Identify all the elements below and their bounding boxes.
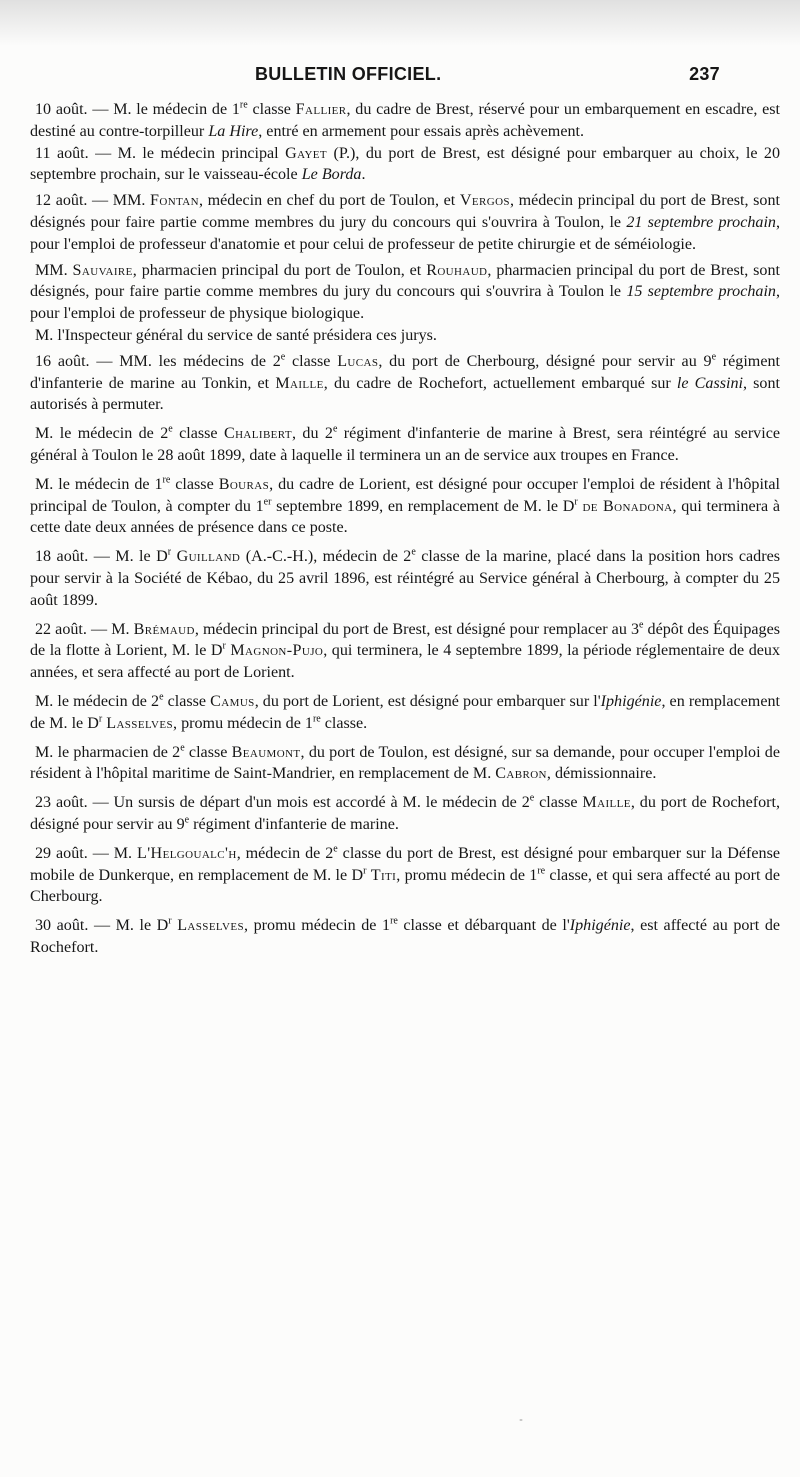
italic-text: Iphigénie [600, 692, 662, 710]
paragraph [30, 619, 780, 684]
text-run: 22 août. — M. [35, 620, 134, 638]
text-run: , promu médecin de 1 [173, 714, 313, 732]
person-name: Chalibert [223, 425, 292, 443]
superscript: e [280, 351, 286, 363]
text-run: , du port de Cherbourg, désigné pour servir au 9 [378, 352, 712, 370]
journal-title: BULLETIN OFFICIEL. [255, 64, 442, 84]
person-name: Titi [370, 866, 397, 884]
paragraph [30, 792, 780, 836]
superscript: r [363, 865, 367, 877]
italic-text: le Cassini [676, 374, 743, 392]
superscript: e [529, 792, 535, 804]
text-run: classe [163, 692, 211, 710]
italic-text: 15 septembre prochain [626, 283, 776, 301]
superscript: e [184, 814, 190, 826]
person-name: Lasselves [106, 714, 174, 732]
text-run: , médecin principal du port de Brest, est désigné pour remplacer au 3 [194, 620, 640, 638]
text-run: classe [170, 475, 219, 493]
text-run: classe [172, 425, 224, 443]
paragraph [30, 325, 780, 347]
italic-text: Le Borda [301, 166, 362, 184]
person-name: Guilland [176, 548, 241, 566]
superscript: r [167, 546, 172, 558]
superscript: e [180, 742, 185, 754]
superscript: e [711, 351, 717, 363]
text-run: , promu médecin de 1 [244, 917, 391, 935]
superscript: e [159, 691, 164, 703]
text-run: 18 août. — M. le D [35, 548, 168, 566]
person-name: Fontan [150, 192, 199, 210]
paragraph [30, 691, 780, 735]
text-run: , démissionnaire. [546, 765, 657, 783]
paragraph [30, 915, 780, 959]
paragraph [30, 742, 780, 786]
text-run: , du port de Toulon, est désigné, sur sa demande, pour occuper l'emploi de résident à l'hôpital maritime de Saint-Mandrier, en remplacement de M. [30, 743, 780, 783]
text-run: septembre 1899, en remplacement de M. le D [271, 497, 575, 515]
text-run: 10 août. — M. le médecin de 1 [35, 101, 240, 118]
text-run: , pour l'emploi de professeur d'anatomie et pour celui de professeur de petite chirurgie et de séméiologie. [30, 213, 781, 253]
person-name: Gayet [285, 144, 328, 162]
text-run: , du port de Lorient, est désigné pour embarquer sur l' [254, 692, 601, 710]
text-run: , pour l'emploi de professeur de physique biologique. [30, 283, 781, 323]
italic-text: 21 septembre prochain [626, 213, 776, 231]
paragraph [30, 351, 780, 416]
person-name: Vergos [459, 192, 510, 210]
text-run: , pharmacien principal du port de Brest, sont désignés, pour faire partie comme membres du jury du concours qui s'ouvrira à Toulon le [30, 261, 780, 301]
superscript: re [390, 915, 398, 927]
person-name: Rouhaud [426, 261, 488, 279]
superscript: e [168, 423, 173, 435]
text-run: classe [184, 743, 232, 761]
text-run: régiment d'infanterie de marine. [189, 815, 399, 833]
superscript: r [574, 496, 578, 508]
text-run: MM. [35, 261, 73, 279]
text-run: M. le médecin de 2 [35, 692, 160, 710]
paragraph [30, 99, 780, 143]
paragraph [30, 143, 780, 187]
text-run: , médecin principal du port de Brest, sont désignés pour faire partie comme membres du jury du concours qui s'ouvrira à Toulon, le [30, 192, 780, 231]
article-body [30, 99, 780, 959]
page-number: 237 [689, 64, 720, 84]
ink-smudge [510, 1415, 532, 1425]
text-run: 23 août. — Un sursis de départ d'un mois est accordé à M. le médecin de 2 [35, 794, 530, 812]
person-name: Cabron [495, 765, 547, 783]
superscript: re [537, 865, 546, 877]
text-run: classe, et qui sera affecté au port de Cherbourg. [30, 866, 780, 906]
person-name: Sauvaire [72, 261, 133, 279]
superscript: re [162, 474, 171, 486]
person-name: Maille [275, 374, 324, 392]
superscript: r [98, 713, 103, 725]
italic-text: La Hire [208, 122, 259, 140]
text-run: régiment d'infanterie de marine au Tonkin, et [30, 352, 780, 392]
text-run: classe [534, 794, 583, 812]
superscript: re [239, 99, 248, 111]
superscript: e [411, 546, 416, 558]
text-run: , médecin en chef du port de Toulon, et [198, 192, 460, 210]
text-run: (P.), du port de Brest, est désigné pour embarquer au choix, le 20 septembre prochain, sur le vaisseau-école [30, 144, 780, 184]
text-run: 11 août. — M. le médecin principal [35, 144, 286, 162]
person-name: Lasselves [177, 917, 245, 935]
text-run: , du port de Rochefort, désigné pour servir au 9 [30, 794, 781, 833]
text-run: classe [247, 101, 296, 118]
paragraph [30, 260, 780, 325]
text-run: , sont autorisés à permuter. [30, 374, 780, 414]
text-run: , promu médecin de 1 [396, 866, 538, 884]
person-name: Brémaud [133, 620, 195, 638]
text-run: , en remplacement de M. le D [30, 692, 780, 732]
paragraph [30, 474, 780, 539]
text-run: , est affecté au port de Rochefort. [30, 917, 781, 956]
text-run: M. le médecin de 1 [35, 475, 163, 493]
text-run: M. le pharmacien de 2 [35, 743, 181, 761]
running-header [255, 64, 720, 86]
person-name: Camus [210, 692, 255, 710]
text-run: régiment d'infanterie de marine à Brest, sera réintégré au service général à Toulon le 28 août 1899, date à laquelle il terminera un an de service aux troupes en France. [30, 425, 780, 464]
text-run: , qui terminera à cette date deux années de présence dans ce poste. [30, 497, 780, 537]
text-run: , du cadre de Rochefort, actuellement embarqué sur [323, 374, 677, 392]
text-run: , entré en armement pour essais après achèvement. [258, 122, 585, 140]
superscript: r [222, 640, 226, 652]
text-run: 12 août. — MM. [35, 192, 151, 210]
paragraph [30, 423, 780, 467]
text-run: , pharmacien principal du port de Toulon, et [132, 261, 427, 279]
text-run: M. le médecin de 2 [35, 425, 169, 443]
text-run: , du cadre de Lorient, est désigné pour occuper l'emploi de résident à l'hôpital principal de Toulon, à compter du 1 [30, 475, 781, 515]
paragraph [30, 190, 780, 255]
person-name: L'Helgoualc'h [137, 844, 237, 862]
text-run: , médecin de 2 [236, 844, 334, 862]
text-run: 30 août. — M. le D [35, 917, 169, 935]
superscript: r [168, 915, 172, 927]
text-run: dépôt des Équipages de la flotte à Lorient, M. le D [30, 620, 780, 660]
superscript: e [332, 423, 338, 435]
superscript: re [312, 713, 321, 725]
person-name: de Bonadona [582, 497, 673, 515]
person-name: Bouras [218, 475, 270, 493]
text-run: classe. [320, 714, 368, 732]
text-run: classe de la marine, placé dans la position hors cadres pour servir à la Société de Kébao, du 25 avril 1896, est réintégré au Service général à Cherbourg, à compter du 25 août 1899. [30, 548, 780, 609]
person-name: Lucas [337, 352, 379, 370]
text-run: classe et débarquant de l' [397, 917, 570, 935]
person-name: Maille [582, 794, 631, 812]
text-run: (A.-C.-H.), médecin de 2 [240, 548, 412, 566]
text-run: M. l'Inspecteur général du service de santé présidera ces jurys. [35, 326, 437, 344]
person-name: Beaumont [231, 743, 301, 761]
text-run: 29 août. — M. [35, 844, 138, 862]
paragraph [30, 546, 780, 611]
text-run: , du cadre de Brest, réservé pour un embarquement en escadre, est destiné au contre-torpilleur [30, 101, 780, 140]
text-run: , du 2 [292, 425, 333, 443]
superscript: e [333, 843, 338, 855]
superscript: e [639, 619, 644, 631]
text-run: . [361, 166, 366, 184]
person-name: Fallier [295, 101, 347, 118]
italic-text: Iphigénie [569, 917, 631, 935]
person-name: Magnon-Pujo [230, 642, 324, 660]
superscript: er [263, 496, 272, 508]
text-run: , qui terminera, le 4 septembre 1899, la période réglementaire de deux années, et sera affecté au port de Lorient. [30, 642, 780, 682]
text-run: classe du port de Brest, est désigné pour embarquer sur la Défense mobile de Dunkerque, en remplacement de M. le D [30, 844, 780, 884]
text-run: 16 août. — MM. les médecins de 2 [35, 352, 281, 370]
text-run: classe [285, 352, 338, 370]
paragraph [30, 843, 780, 908]
